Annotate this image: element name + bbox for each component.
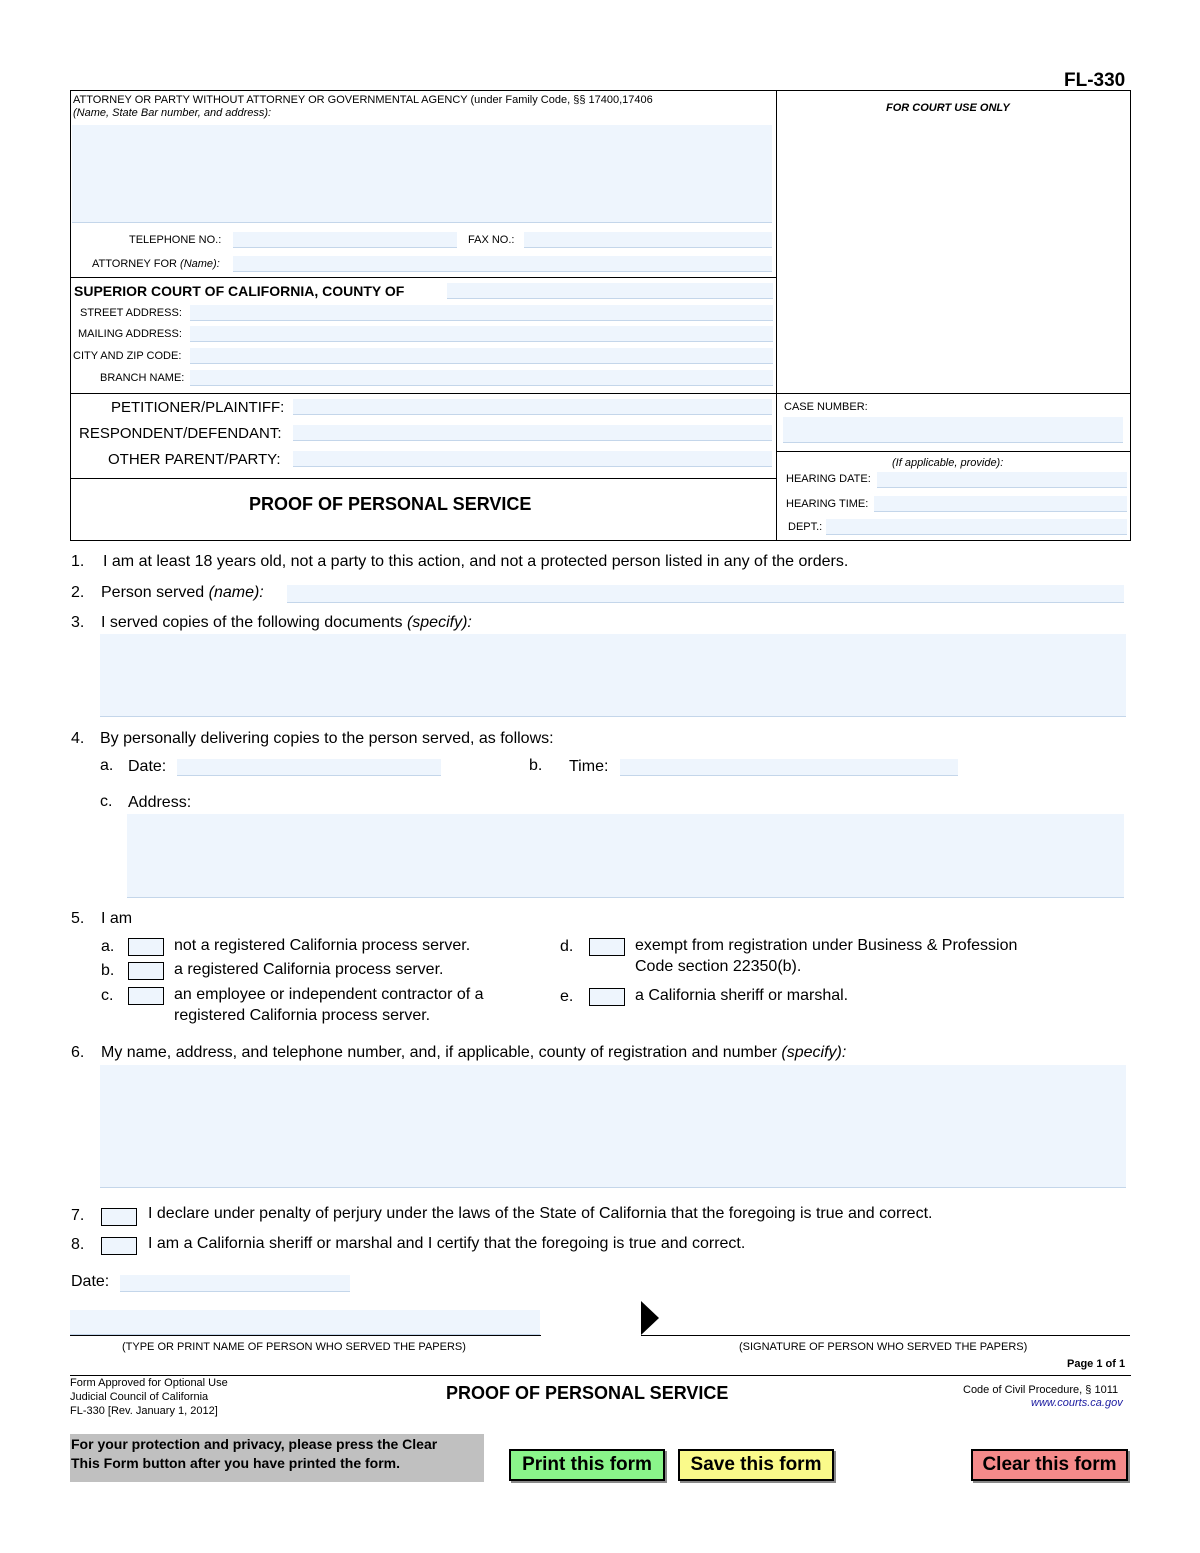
item-8-checkbox[interactable]	[101, 1237, 137, 1255]
petitioner-label: PETITIONER/PLAINTIFF:	[111, 399, 285, 416]
dept-field[interactable]	[826, 519, 1127, 535]
hearing-date-input[interactable]	[877, 473, 1127, 488]
mailing-field[interactable]	[190, 326, 773, 342]
attorney-for-name-hint: (Name):	[180, 258, 220, 270]
item-3-hint: (specify):	[406, 614, 472, 631]
documents-served-field[interactable]	[100, 634, 1126, 717]
approved-text-2: Judicial Council of California	[70, 1391, 209, 1403]
street-field[interactable]	[190, 305, 773, 321]
respondent-field[interactable]	[293, 425, 772, 441]
item-4b-label: Time:	[569, 758, 609, 775]
divider-court	[70, 393, 1131, 394]
privacy-text-1: For your protection and privacy, please press the Clear	[71, 1436, 438, 1452]
item-7-text: I declare under penalty of perjury under the laws of the State of California that the foregoing is true and correct.	[148, 1205, 933, 1222]
item-7-checkbox[interactable]	[101, 1208, 137, 1226]
city-field[interactable]	[190, 348, 773, 364]
server-info-field[interactable]	[100, 1065, 1126, 1188]
street-label: STREET ADDRESS:	[80, 307, 182, 319]
item-5d-text-2: Code section 22350(b).	[635, 958, 802, 975]
attorney-info-input[interactable]	[72, 125, 772, 222]
county-field[interactable]	[447, 283, 773, 299]
branch-field[interactable]	[190, 370, 773, 386]
server-name-field[interactable]	[70, 1310, 540, 1335]
dept-input[interactable]	[826, 520, 1127, 535]
respondent-input[interactable]	[293, 426, 772, 441]
divider-parties	[70, 478, 776, 479]
divider-attorney	[70, 277, 776, 278]
item-5b-letter: b.	[101, 962, 115, 979]
signature-arrow-icon	[641, 1301, 659, 1335]
if-applicable-label: (If applicable, provide):	[892, 457, 1004, 469]
dept-label: DEPT.:	[788, 521, 823, 533]
item-4b-letter: b.	[529, 757, 543, 774]
telephone-field[interactable]	[233, 232, 457, 248]
item-5d-letter: d.	[560, 938, 574, 955]
hearing-date-label: HEARING DATE:	[786, 473, 871, 485]
service-date-field[interactable]	[177, 759, 441, 776]
item-5e-letter: e.	[560, 988, 574, 1005]
item-6-label	[101, 1044, 846, 1062]
code-reference: Code of Civil Procedure, § 1011	[963, 1384, 1119, 1396]
item-3-number: 3.	[71, 614, 85, 631]
item-6-text: My name, address, and telephone number, and, if applicable, county of registration and number	[101, 1044, 777, 1061]
date-label: Date:	[71, 1273, 110, 1290]
item-5d-text-1: exempt from registration under Business & Profession	[635, 937, 1018, 954]
item-4c-label: Address:	[128, 794, 192, 811]
case-number-field[interactable]	[783, 417, 1123, 443]
person-served-field[interactable]	[287, 585, 1124, 603]
server-name-input[interactable]	[70, 1310, 540, 1334]
fax-field[interactable]	[524, 232, 772, 248]
item-3-label	[101, 614, 472, 632]
privacy-text-2: This Form button after you have printed the form.	[71, 1455, 401, 1471]
item-4a-label: Date:	[128, 758, 167, 775]
county-input[interactable]	[447, 284, 773, 299]
attorney-for-field[interactable]	[233, 256, 772, 272]
telephone-label: TELEPHONE NO.:	[129, 234, 222, 246]
item-5c-checkbox[interactable]	[128, 987, 164, 1005]
other-parent-field[interactable]	[293, 451, 772, 467]
name-line	[70, 1335, 541, 1336]
service-date-input[interactable]	[177, 759, 441, 775]
branch-label: BRANCH NAME:	[100, 372, 185, 384]
item-6-number: 6.	[71, 1044, 85, 1061]
item-4-text: By personally delivering copies to the person served, as follows:	[100, 730, 554, 747]
person-served-input[interactable]	[287, 585, 1124, 602]
item-5c-text-1: an employee or independent contractor of a	[174, 986, 484, 1003]
hearing-time-field[interactable]	[874, 496, 1127, 512]
case-number-input[interactable]	[783, 417, 1123, 442]
item-5a-text: not a registered California process server.	[174, 937, 471, 954]
signature-line	[641, 1335, 1130, 1336]
service-address-input[interactable]	[127, 814, 1124, 897]
court-use-label: FOR COURT USE ONLY	[886, 102, 1010, 114]
petitioner-field[interactable]	[293, 399, 772, 415]
item-3-text: I served copies of the following documents	[101, 614, 403, 631]
mailing-label: MAILING ADDRESS:	[78, 328, 182, 340]
item-1-number: 1.	[71, 553, 85, 570]
name-caption: (TYPE OR PRINT NAME OF PERSON WHO SERVED THE PAPERS)	[122, 1341, 466, 1353]
item-4c-letter: c.	[100, 793, 113, 810]
save-button[interactable]: Save this form	[678, 1449, 834, 1481]
form-title: PROOF OF PERSONAL SERVICE	[249, 494, 532, 514]
item-6-hint: (specify):	[781, 1044, 847, 1061]
branch-input[interactable]	[190, 371, 773, 386]
courts-link[interactable]: www.courts.ca.gov	[1031, 1397, 1123, 1409]
signature-caption: (SIGNATURE OF PERSON WHO SERVED THE PAPERS)	[739, 1341, 1028, 1353]
city-label: CITY AND ZIP CODE:	[73, 350, 182, 362]
court-label: SUPERIOR COURT OF CALIFORNIA, COUNTY OF	[74, 283, 405, 299]
server-info-input[interactable]	[100, 1065, 1126, 1187]
fax-input[interactable]	[524, 233, 772, 248]
fax-label: FAX NO.:	[468, 234, 515, 246]
item-5b-checkbox[interactable]	[128, 962, 164, 980]
attorney-for-text: ATTORNEY FOR	[92, 258, 177, 270]
item-2-number: 2.	[71, 584, 85, 601]
attorney-for-label	[92, 258, 220, 270]
petitioner-input[interactable]	[293, 400, 772, 415]
item-4a-letter: a.	[100, 757, 114, 774]
item-8-number: 8.	[71, 1236, 85, 1253]
date-field[interactable]	[120, 1275, 350, 1292]
item-5e-checkbox[interactable]	[589, 988, 625, 1006]
privacy-notice	[70, 1434, 484, 1482]
item-8-text: I am a California sheriff or marshal and I certify that the foregoing is true and correct.	[148, 1235, 746, 1252]
item-5b-text: a registered California process server.	[174, 961, 444, 978]
street-input[interactable]	[190, 306, 773, 321]
item-5a-letter: a.	[101, 938, 115, 955]
footer-line	[70, 1375, 1131, 1376]
item-5c-letter: c.	[101, 987, 114, 1004]
item-5e-text: a California sheriff or marshal.	[635, 987, 849, 1004]
item-2-label	[101, 584, 264, 602]
case-number-label: CASE NUMBER:	[784, 401, 868, 413]
item-7-number: 7.	[71, 1207, 85, 1224]
hearing-time-label: HEARING TIME:	[786, 498, 869, 510]
footer-title: PROOF OF PERSONAL SERVICE	[446, 1383, 729, 1403]
other-parent-input[interactable]	[293, 452, 772, 467]
header-divider	[776, 90, 777, 541]
page-number: Page 1 of 1	[1067, 1358, 1126, 1370]
item-5-text: I am	[101, 910, 133, 927]
attorney-for-input[interactable]	[233, 257, 772, 272]
item-4-number: 4.	[71, 730, 85, 747]
respondent-label: RESPONDENT/DEFENDANT:	[79, 425, 282, 442]
item-5c-text-2: registered California process server.	[174, 1007, 431, 1024]
date-input[interactable]	[120, 1275, 350, 1291]
item-5d-checkbox[interactable]	[589, 938, 625, 956]
item-5a-checkbox[interactable]	[128, 938, 164, 956]
city-input[interactable]	[190, 349, 773, 364]
approved-text-3: FL-330 [Rev. January 1, 2012]	[70, 1405, 218, 1417]
form-id: FL-330	[1064, 70, 1126, 91]
documents-served-input[interactable]	[100, 634, 1126, 716]
print-button[interactable]: Print this form	[509, 1449, 665, 1481]
hearing-time-input[interactable]	[874, 497, 1127, 512]
item-5-number: 5.	[71, 910, 85, 927]
attorney-label: ATTORNEY OR PARTY WITHOUT ATTORNEY OR GOVERNMENTAL AGENCY (under Family Code, §§ 17400,17406	[73, 94, 653, 106]
mailing-input[interactable]	[190, 327, 773, 342]
attorney-info-field[interactable]	[72, 125, 772, 223]
other-parent-label: OTHER PARENT/PARTY:	[108, 451, 281, 468]
divider-hearing	[776, 451, 1131, 452]
clear-button[interactable]: Clear this form	[971, 1449, 1128, 1481]
hearing-date-field[interactable]	[877, 472, 1127, 488]
attorney-sublabel: (Name, State Bar number, and address):	[73, 107, 272, 119]
telephone-input[interactable]	[233, 233, 457, 248]
service-address-field[interactable]	[127, 814, 1124, 898]
item-2-hint: (name):	[208, 584, 264, 601]
service-time-field[interactable]	[620, 759, 958, 776]
service-time-input[interactable]	[620, 759, 958, 775]
approved-text-1: Form Approved for Optional Use	[70, 1377, 228, 1389]
item-1-text: I am at least 18 years old, not a party to this action, and not a protected person listed in any of the orders.	[103, 553, 849, 570]
item-2-text: Person served	[101, 584, 205, 601]
